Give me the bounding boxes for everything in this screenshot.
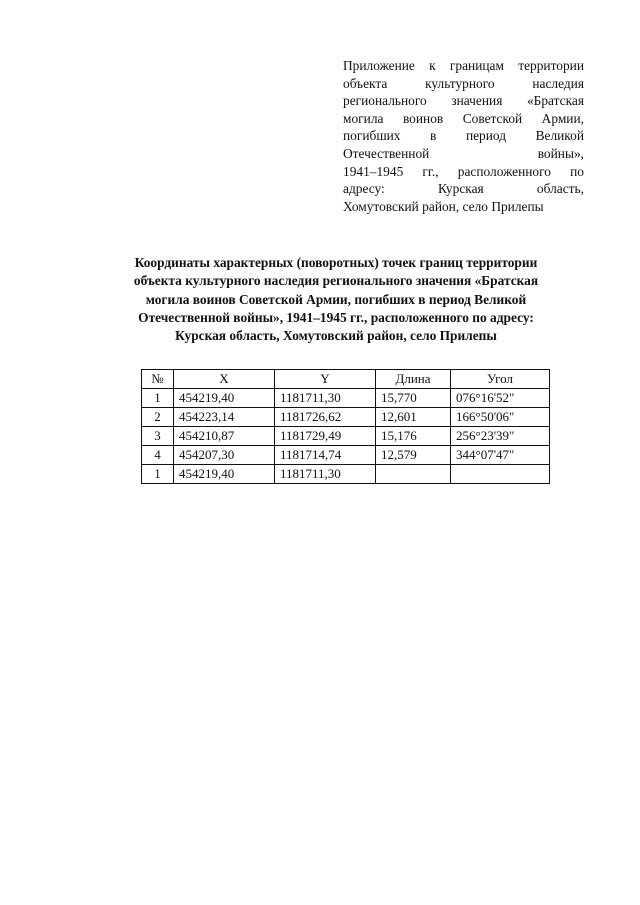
title-line: объекта культурного наследия регионального значения «Братская	[133, 273, 539, 289]
cell-y: 1181714,74	[275, 446, 376, 465]
appendix-note	[343, 57, 584, 215]
cell-angle: 344°07'47"	[451, 446, 550, 465]
title-line: Отечественной войны», 1941–1945 гг., расположенного по адресу:	[138, 309, 534, 325]
appendix-line: Хомутовский район, село Прилепы	[343, 198, 544, 214]
cell-number: 1	[142, 389, 174, 408]
header-x: X	[174, 370, 275, 389]
cell-number: 1	[142, 465, 174, 484]
appendix-line: регионального значения «Братская	[343, 93, 584, 109]
cell-angle: 166°50'06"	[451, 408, 550, 427]
cell-y: 1181729,49	[275, 427, 376, 446]
table-row	[142, 446, 550, 465]
appendix-line: Приложение к границам территории	[343, 58, 584, 73]
header-angle: Угол	[451, 370, 550, 389]
cell-angle: 256°23'39"	[451, 427, 550, 446]
cell-y: 1181711,30	[275, 389, 376, 408]
cell-number: 2	[142, 408, 174, 427]
appendix-line: погибших в период Великой	[343, 128, 584, 144]
cell-x: 454219,40	[174, 389, 275, 408]
cell-angle	[451, 465, 550, 484]
header-number: №	[142, 370, 174, 389]
cell-length: 12,601	[376, 408, 451, 427]
table-row	[142, 427, 550, 446]
cell-length: 15,770	[376, 389, 451, 408]
appendix-line: адресу: Курская область,	[343, 181, 584, 197]
title-line: могила воинов Советской Армии, погибших в период Великой	[145, 291, 527, 307]
title-line: Координаты характерных (поворотных) точек границ территории	[134, 255, 538, 270]
table-row	[142, 465, 550, 484]
cell-length	[376, 465, 451, 484]
cell-angle: 076°16'52"	[451, 389, 550, 408]
coordinates-table	[141, 369, 550, 484]
appendix-line: объекта культурного наследия	[343, 75, 584, 91]
cell-length: 15,176	[376, 427, 451, 446]
table-row	[142, 408, 550, 427]
cell-x: 454219,40	[174, 465, 275, 484]
cell-x: 454210,87	[174, 427, 275, 446]
title-line: Курская область, Хомутовский район, село Прилепы	[175, 328, 497, 344]
cell-x: 454223,14	[174, 408, 275, 427]
cell-y: 1181726,62	[275, 408, 376, 427]
appendix-line: могила воинов Советской Армии,	[343, 110, 584, 126]
appendix-line: Отечественной войны»,	[343, 145, 584, 161]
document-title	[96, 254, 576, 345]
header-y: Y	[275, 370, 376, 389]
cell-length: 12,579	[376, 446, 451, 465]
table-header-row	[142, 370, 550, 389]
cell-x: 454207,30	[174, 446, 275, 465]
table-row	[142, 389, 550, 408]
cell-number: 4	[142, 446, 174, 465]
cell-number: 3	[142, 427, 174, 446]
appendix-line: 1941–1945 гг., расположенного по	[343, 163, 584, 179]
header-length: Длина	[376, 370, 451, 389]
cell-y: 1181711,30	[275, 465, 376, 484]
